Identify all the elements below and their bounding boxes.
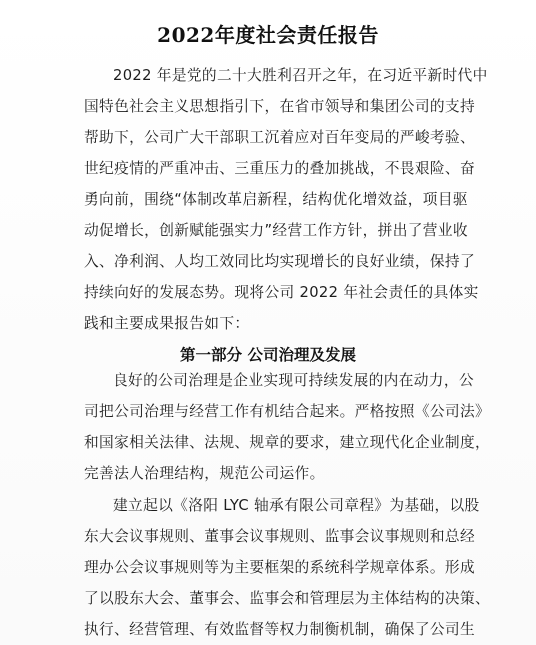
paragraph-line: 国特色社会主义思想指引下，在省市领导和集团公司的支持 <box>84 98 475 115</box>
section-heading: 第一部分 公司治理及发展 <box>180 345 356 364</box>
paragraph-line: 持续向好的发展态势。现将公司 2022 年社会责任的具体实 <box>84 284 479 301</box>
paragraph-line: 良好的公司治理是企业实现可持续发展的内在动力，公 <box>113 372 474 389</box>
paragraph-line: 完善法人治理结构，规范公司运作。 <box>84 465 325 482</box>
document-title: 2022年度社会责任报告 <box>157 23 379 47</box>
paragraph-line: 动促增长，创新赋能强实力”经营工作方针，拼出了营业收 <box>84 222 468 239</box>
paragraph-line: 2022 年是党的二十大胜利召开之年，在习近平新时代中 <box>113 67 488 84</box>
paragraph-line: 勇向前，围绕“体制改革启新程，结构优化增效益，项目驱 <box>84 191 468 208</box>
paragraph-line: 世纪疫情的严重冲击、三重压力的叠加挑战，不畏艰险、奋 <box>84 160 475 177</box>
paragraph-line: 理办公会议事规则等为主要框架的系统科学规章体系。形成 <box>84 559 475 576</box>
paragraph-line: 帮助下，公司广大干部职工沉着应对百年变局的严峻考验、 <box>84 129 475 146</box>
paragraph-line: 践和主要成果报告如下： <box>84 315 250 332</box>
paragraph-line: 建立起以《洛阳 LYC 轴承有限公司章程》为基础，以股 <box>113 497 480 514</box>
paragraph-line: 司把公司治理与经营工作有机结合起来。严格按照《公司法》 <box>84 403 491 420</box>
paragraph-line: 东大会议事规则、董事会议事规则、监事会议事规则和总经 <box>84 528 475 545</box>
paragraph-line: 和国家相关法律、法规、规章的要求，建立现代化企业制度， <box>84 434 491 451</box>
paragraph-line: 执行、经营管理、有效监督等权力制衡机制，确保了公司生 <box>84 621 475 638</box>
paragraph-line: 了以股东大会、董事会、监事会和管理层为主体结构的决策、 <box>84 590 491 607</box>
paragraph-line: 入、净利润、人均工效同比均实现增长的良好业绩，保持了 <box>84 253 475 270</box>
